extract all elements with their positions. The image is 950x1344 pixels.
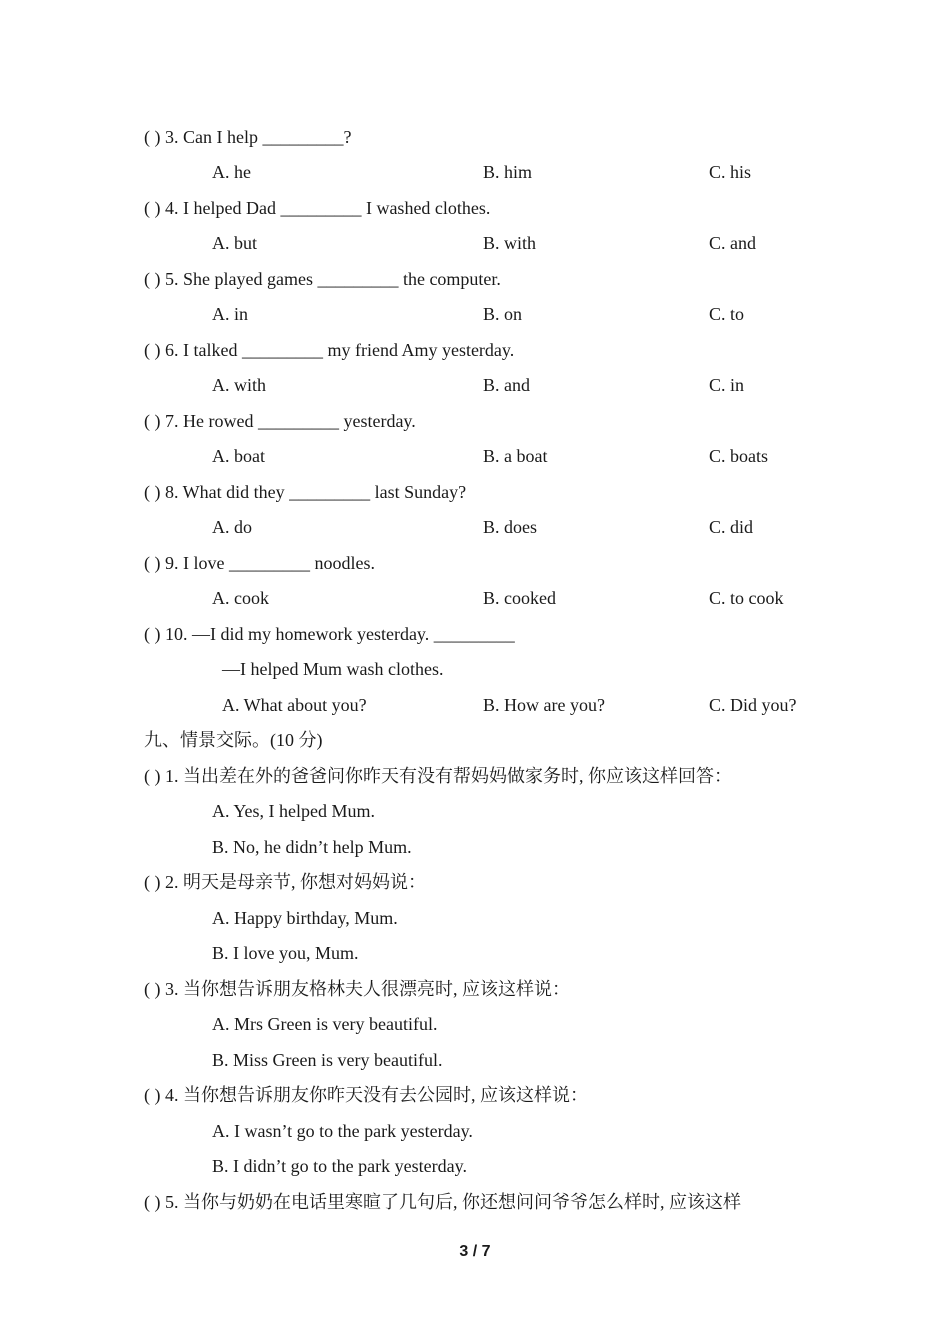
question-3-option-c: C. his: [709, 162, 752, 182]
question-10-option-c: C. Did you?: [709, 695, 797, 715]
question-9-option-a: A. cook: [212, 588, 269, 608]
section-9-question-1-stem: ( ) 1. 当出差在外的爸爸问你昨天有没有帮妈妈做家务时, 你应该这样回答：: [144, 766, 732, 786]
section-9-question-4-option-b: B. I didn’t go to the park yesterday.: [212, 1156, 467, 1176]
question-8-option-a: A. do: [212, 517, 252, 537]
question-3-option-a: A. he: [212, 162, 251, 182]
question-9-option-b: B. cooked: [483, 588, 556, 608]
question-5-option-c: C. to: [709, 304, 745, 324]
question-4-option-c: C. and: [709, 233, 756, 253]
question-7-option-a: A. boat: [212, 446, 265, 466]
section-9-title: 九、情景交际。(10 分): [144, 730, 323, 750]
question-8-option-b: B. does: [483, 517, 537, 537]
question-6-option-a: A. with: [212, 375, 266, 395]
question-8-stem: ( ) 8. What did they _________ last Sunday?: [144, 482, 467, 502]
question-5-stem: ( ) 5. She played games _________ the computer.: [144, 269, 501, 289]
section-9-question-2-option-a: A. Happy birthday, Mum.: [212, 908, 398, 928]
section-9-question-3-option-a: A. Mrs Green is very beautiful.: [212, 1014, 438, 1034]
section-9-question-1-option-b: B. No, he didn’t help Mum.: [212, 837, 412, 857]
question-6-stem: ( ) 6. I talked _________ my friend Amy yesterday.: [144, 340, 515, 360]
question-4-stem: ( ) 4. I helped Dad _________ I washed clothes.: [144, 198, 491, 218]
question-7-option-c: C. boats: [709, 446, 769, 466]
section-9-question-5-stem: ( ) 5. 当你与奶奶在电话里寒暄了几句后, 你还想问问爷爷怎么样时, 应该这样: [144, 1192, 741, 1212]
question-4-option-b: B. with: [483, 233, 537, 253]
section-9-question-3-stem: ( ) 3. 当你想告诉朋友格林夫人很漂亮时, 应该这样说：: [144, 979, 570, 999]
question-3-stem: ( ) 3. Can I help _________?: [144, 127, 352, 147]
question-10-option-b: B. How are you?: [483, 695, 605, 715]
section-9-question-3-option-b: B. Miss Green is very beautiful.: [212, 1050, 443, 1070]
section-9-question-2-stem: ( ) 2. 明天是母亲节, 你想对妈妈说：: [144, 872, 426, 892]
section-9-question-2-option-b: B. I love you, Mum.: [212, 943, 359, 963]
question-5-option-b: B. on: [483, 304, 523, 324]
question-10-stem: ( ) 10. —I did my homework yesterday. _________: [144, 624, 515, 644]
question-3-option-b: B. him: [483, 162, 533, 182]
question-7-stem: ( ) 7. He rowed _________ yesterday.: [144, 411, 416, 431]
question-10-reply: —I helped Mum wash clothes.: [222, 659, 444, 679]
section-9-question-1-option-a: A. Yes, I helped Mum.: [212, 801, 376, 821]
section-9-question-4-option-a: A. I wasn’t go to the park yesterday.: [212, 1121, 473, 1141]
question-9-option-c: C. to cook: [709, 588, 784, 608]
section-9-question-4-stem: ( ) 4. 当你想告诉朋友你昨天没有去公园时, 应该这样说：: [144, 1085, 588, 1105]
question-6-option-c: C. in: [709, 375, 745, 395]
question-6-option-b: B. and: [483, 375, 530, 395]
question-9-stem: ( ) 9. I love _________ noodles.: [144, 553, 375, 573]
page-number: 3 / 7: [459, 1243, 491, 1260]
question-7-option-b: B. a boat: [483, 446, 548, 466]
question-4-option-a: A. but: [212, 233, 257, 253]
question-10-option-a: A. What about you?: [222, 695, 367, 715]
question-5-option-a: A. in: [212, 304, 248, 324]
question-8-option-c: C. did: [709, 517, 754, 537]
